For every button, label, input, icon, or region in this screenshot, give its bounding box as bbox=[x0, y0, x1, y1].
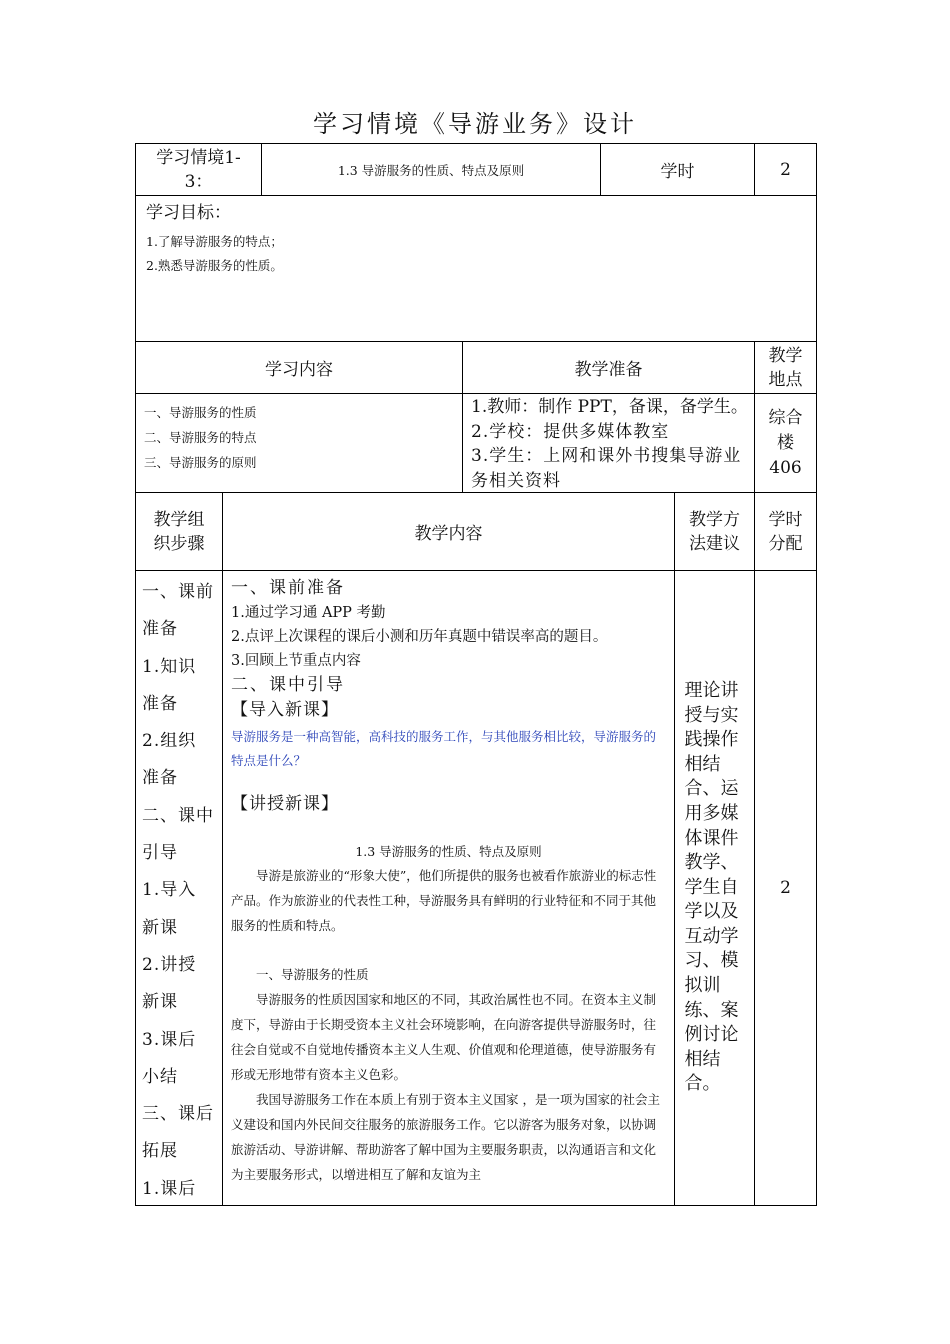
alloc-value: 2 bbox=[780, 878, 791, 898]
alloc-cell bbox=[754, 570, 817, 1206]
lecture-label: 【讲授新课】 bbox=[231, 794, 339, 814]
objective-item: 2.熟悉导游服务的性质。 bbox=[146, 258, 283, 273]
main-content-header-cell bbox=[222, 492, 675, 571]
place-header: 教学地点 bbox=[768, 345, 803, 390]
situation-label-cell bbox=[135, 143, 262, 196]
step-line: 1.课后 bbox=[142, 1178, 197, 1199]
steps-header: 教学组织步骤 bbox=[153, 509, 205, 554]
document-title: 学习情境《导游业务》设计 bbox=[313, 110, 637, 138]
method-cell bbox=[674, 570, 755, 1206]
step-line: 准备 bbox=[142, 619, 178, 640]
intro-label: 【导入新课】 bbox=[231, 700, 339, 720]
intro-question: 导游服务是一种高智能，高科技的服务工作，与其他服务相比较，导游服务的特点是什么？ bbox=[231, 729, 657, 768]
pre-class-title: 一、课前准备 bbox=[231, 578, 345, 598]
place-header-cell bbox=[754, 341, 817, 394]
prep-header-cell bbox=[462, 341, 755, 394]
objectives-cell bbox=[135, 195, 817, 342]
prep-header: 教学准备 bbox=[574, 360, 643, 380]
situation-label: 学习情境1-3： bbox=[156, 147, 241, 192]
alloc-header-cell bbox=[754, 492, 817, 571]
alloc-header: 学时分配 bbox=[768, 509, 803, 554]
content-header-cell bbox=[135, 341, 463, 394]
place-value: 综合楼406 bbox=[768, 407, 803, 478]
pre-class-item: 3.回顾上节重点内容 bbox=[231, 653, 361, 669]
steps-header-cell bbox=[135, 492, 223, 571]
step-line: 引导 bbox=[142, 843, 178, 864]
method-text: 理论讲授与实践操作相结合、运用多媒体课件教学、学生自学以及互动学习、模拟训练、案例讨论相结合。 bbox=[684, 679, 739, 1095]
step-line: 1.导入 bbox=[142, 880, 197, 901]
paragraph: 导游服务的性质因国家和地区的不同，其政治属性也不同。在资本主义制度下，导游由于长期受资本主义社会环境影响，在向游客提供导游服务时，往往会自觉或不自觉地传播资本主义人生观、价值观和伦理道德，使导游服务有形或无形地带有资本主义色彩。 bbox=[231, 992, 657, 1082]
pre-class-item: 2.点评上次课程的课后小测和历年真题中错误率高的题目。 bbox=[231, 629, 608, 645]
main-content-header: 教学内容 bbox=[414, 524, 483, 544]
step-line: 准备 bbox=[142, 693, 178, 714]
hours-value: 2 bbox=[780, 159, 791, 180]
step-line: 2.组织 bbox=[142, 731, 197, 752]
prep-list-item: 3.学生：上网和课外书搜集导游业务相关资料 bbox=[471, 446, 742, 491]
step-line: 3.课后 bbox=[142, 1029, 197, 1050]
method-header: 教学方法建议 bbox=[689, 509, 740, 554]
in-class-title: 二、课中引导 bbox=[231, 675, 345, 695]
content-list-item: 三、导游服务的原则 bbox=[144, 455, 257, 470]
paragraph: 导游是旅游业的“形象大使”，他们所提供的服务也被看作旅游业的标志性产品。作为旅游业的代表性工种，导游服务具有鲜明的行业特征和不同于其他服务的性质和特点。 bbox=[231, 868, 657, 933]
main-content-cell bbox=[222, 570, 675, 1206]
objectives-label: 学习目标： bbox=[146, 203, 231, 223]
paragraph: 我国导游服务工作在本质上有别于资本主义国家 ，是一项为国家的社会主义建设和国内外民间交往服务的旅游服务工作。它以游客为服务对象，以协调旅游活动、导游讲解、帮助游客了解中国为主要服务职责，以沟通语言和文化为主要服务形式，以增进相互了解和友谊为主 bbox=[231, 1092, 660, 1182]
step-line: 拓展 bbox=[142, 1141, 178, 1162]
topic-text: 1.3 导游服务的性质、特点及原则 bbox=[337, 162, 525, 178]
step-line: 三、课后 bbox=[142, 1104, 214, 1125]
content-list-item: 二、导游服务的特点 bbox=[144, 430, 257, 445]
objective-item: 1.了解导游服务的特点； bbox=[146, 234, 283, 249]
steps-cell bbox=[135, 570, 223, 1206]
step-line: 2.讲授 bbox=[142, 954, 197, 975]
section-title: 1.3 导游服务的性质、特点及原则 bbox=[355, 844, 542, 859]
topic-cell bbox=[261, 143, 601, 196]
step-line: 准备 bbox=[142, 768, 178, 789]
pre-class-item: 1.通过学习通 APP 考勤 bbox=[231, 605, 386, 621]
step-line: 一、课前 bbox=[142, 582, 214, 602]
step-line: 1.知识 bbox=[142, 656, 197, 677]
subsection-title: 一、导游服务的性质 bbox=[256, 967, 369, 982]
content-list-cell bbox=[135, 393, 463, 493]
content-list-item: 一、导游服务的性质 bbox=[144, 405, 257, 420]
step-line: 二、课中 bbox=[142, 805, 214, 826]
prep-list-cell bbox=[462, 393, 755, 493]
hours-label-cell bbox=[600, 143, 755, 196]
content-header: 学习内容 bbox=[265, 360, 333, 380]
prep-list-item: 2.学校：提供多媒体教室 bbox=[471, 421, 670, 442]
hours-value-cell bbox=[754, 143, 817, 196]
method-header-cell bbox=[674, 492, 755, 571]
step-line: 小结 bbox=[142, 1066, 178, 1087]
step-line: 新课 bbox=[142, 992, 178, 1013]
prep-list-item: 1.教师：制作 PPT，备课，备学生。 bbox=[471, 397, 748, 417]
place-cell bbox=[754, 393, 817, 493]
step-line: 新课 bbox=[142, 917, 178, 938]
hours-label: 学时 bbox=[660, 162, 695, 182]
